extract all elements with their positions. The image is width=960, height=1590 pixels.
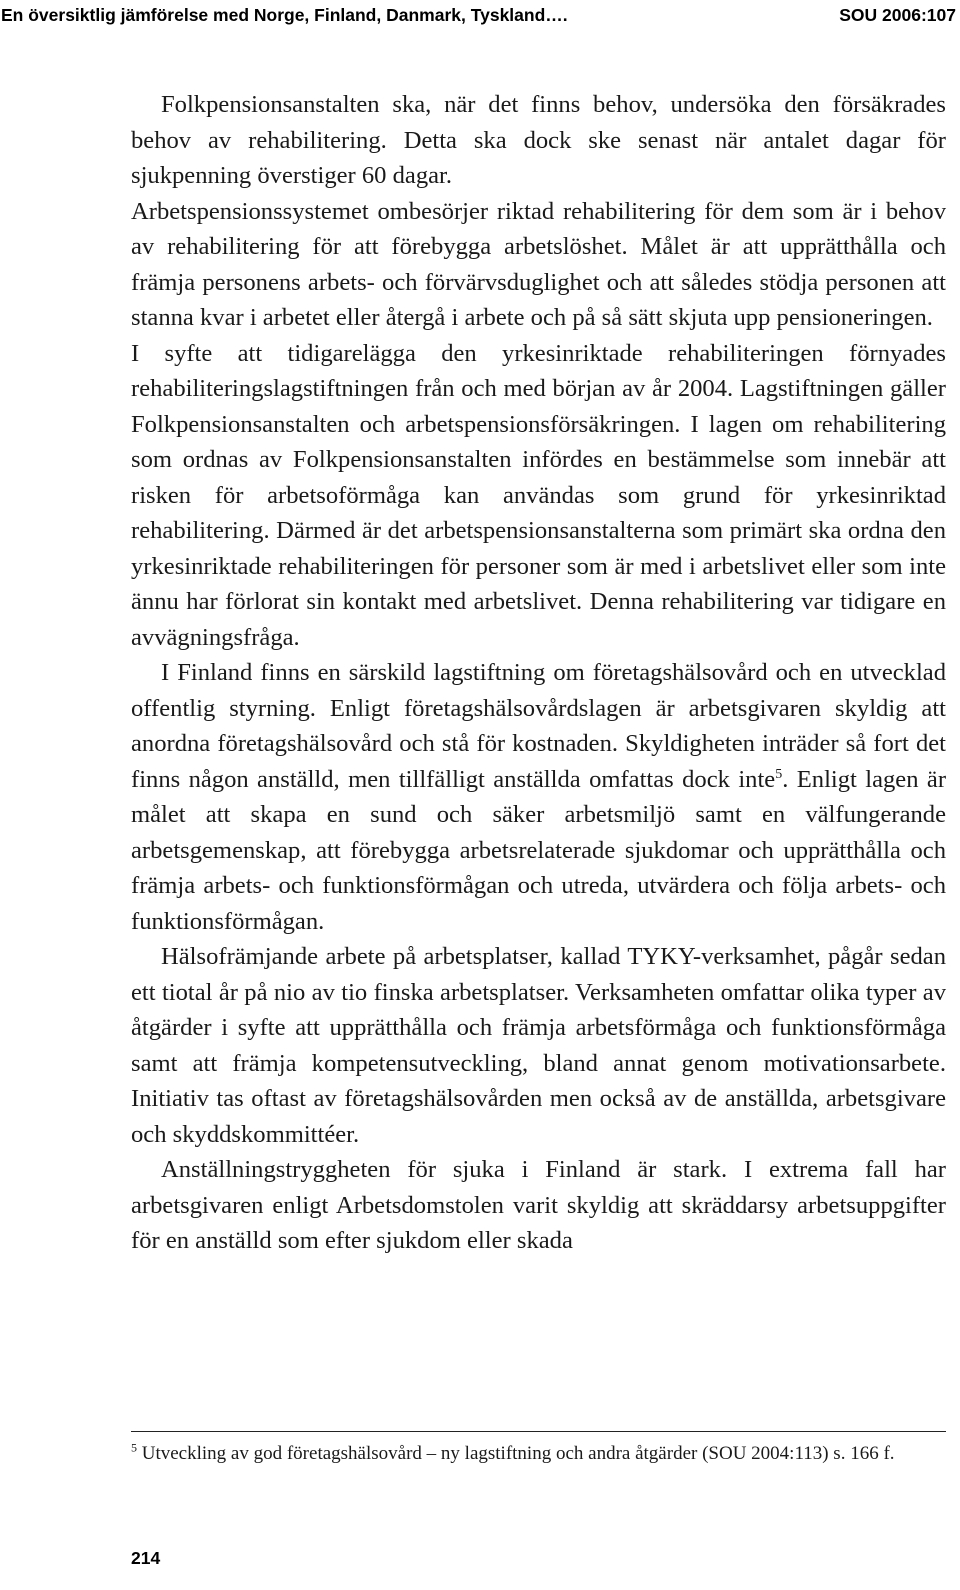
paragraph-anstallningstrygghet: Anställningstryggheten för sjuka i Finland är stark. I extrema fall har arbetsgivaren enligt Arbetsdomstolen varit skyldig att skräddarsy arbetsuppgifter för en anställd som efter sjukdom eller skada xyxy=(131,1156,946,1254)
paragraph-arbetspensionssystemet: Arbetspensionssystemet ombesörjer riktad rehabilitering för dem som är i behov av rehabilitering för att förebygga arbetslöshet. Målet är att upprätthålla och främja personens arbets- och förvärvsduglighet och att således stödja personen att stanna kvar i arbetet eller återgå i arbete och på så sätt skjuta upp pensioneringen. xyxy=(131,197,946,331)
paragraph-folkpensionsanstalten: Folkpensionsanstalten ska, när det finns behov, undersöka den försäkrades behov av rehabilitering. Detta ska dock ske senast när antalet dagar för sjukpenning överstiger 60 dagar. xyxy=(131,91,946,189)
main-body-text xyxy=(131,87,946,1259)
paragraph-rehabiliteringslagstiftning: I syfte att tidigarelägga den yrkesinriktade rehabiliteringen förnyades rehabiliteringslagstiftningen från och med början av år 2004. Lagstiftningen gäller Folkpensionsanstalten och arbetspensionsförsäkringen. I lagen om rehabilitering som ordnas av Folkpensionsanstalten infördes en bestämmelse som innebär att risken för arbetsoförmåga kan användas som grund för yrkesinriktad rehabilitering. Därmed är det arbetspensionsanstalterna som primärt ska ordna den yrkesinriktade rehabiliteringen för personer som är med i arbetslivet eller som inte ännu har förlorat sin kontakt med arbetslivet. Denna rehabilitering var tidigare en avvägningsfråga. xyxy=(131,339,946,651)
running-header xyxy=(0,0,960,40)
page-number: 214 xyxy=(131,1548,161,1568)
footnote-reference-5: 5 xyxy=(775,766,783,782)
paragraph-foretagshalsovard-part2: . Enligt lagen är målet att skapa en sund och säker arbetsmiljö samt en välfungerande arbetsgemenskap, att förebygga arbetsrelaterade sjukdomar och upprätthålla och främja arbets- och funktionsförmågan och utreda, utvärdera och följa arbets- och funktionsförmågan. xyxy=(131,765,947,935)
paragraph-halsoframjande-arbete: Hälsofrämjande arbete på arbetsplatser, kallad TYKY-verksamhet, pågår sedan ett tiotal år på nio av tio finska arbetsplatser. Verksamheten omfattar olika typer av åtgärder i syfte att upprätthålla och främja arbetsförmåga och funktionsförmåga samt att främja kompetensutveckling, bland annat genom motivationsarbete. Initiativ tas oftast av företagshälsovården men också av de anställda, arbetsgivare och skyddskommittéer. xyxy=(131,943,946,1148)
footnote-marker: 5 xyxy=(131,1440,137,1455)
footnote-text: Utveckling av god företagshälsovård – ny lagstiftning och andra åtgärder (SOU 2004:113) s. 166 f. xyxy=(137,1443,895,1464)
footnote-divider xyxy=(131,1431,946,1432)
running-header-title: En översiktlig jämförelse med Norge, Finland, Danmark, Tyskland…. xyxy=(1,5,568,25)
running-header-document-ref: SOU 2006:107 xyxy=(839,5,956,25)
paragraph-foretagshalsovard xyxy=(131,655,946,939)
paragraph-foretagshalsovard-part1: I Finland finns en särskild lagstiftning om företagshälsovård och en utvecklad offentlig styrning. Enligt företagshälsovårdslagen är arbetsgivaren skyldig att anordna företagshälsovård och stå för kostnaden. Skyldigheten inträder så fort det finns någon anställd, men tillfälligt anställda omfattas dock inte xyxy=(131,659,946,793)
footnote-5 xyxy=(131,1440,946,1468)
